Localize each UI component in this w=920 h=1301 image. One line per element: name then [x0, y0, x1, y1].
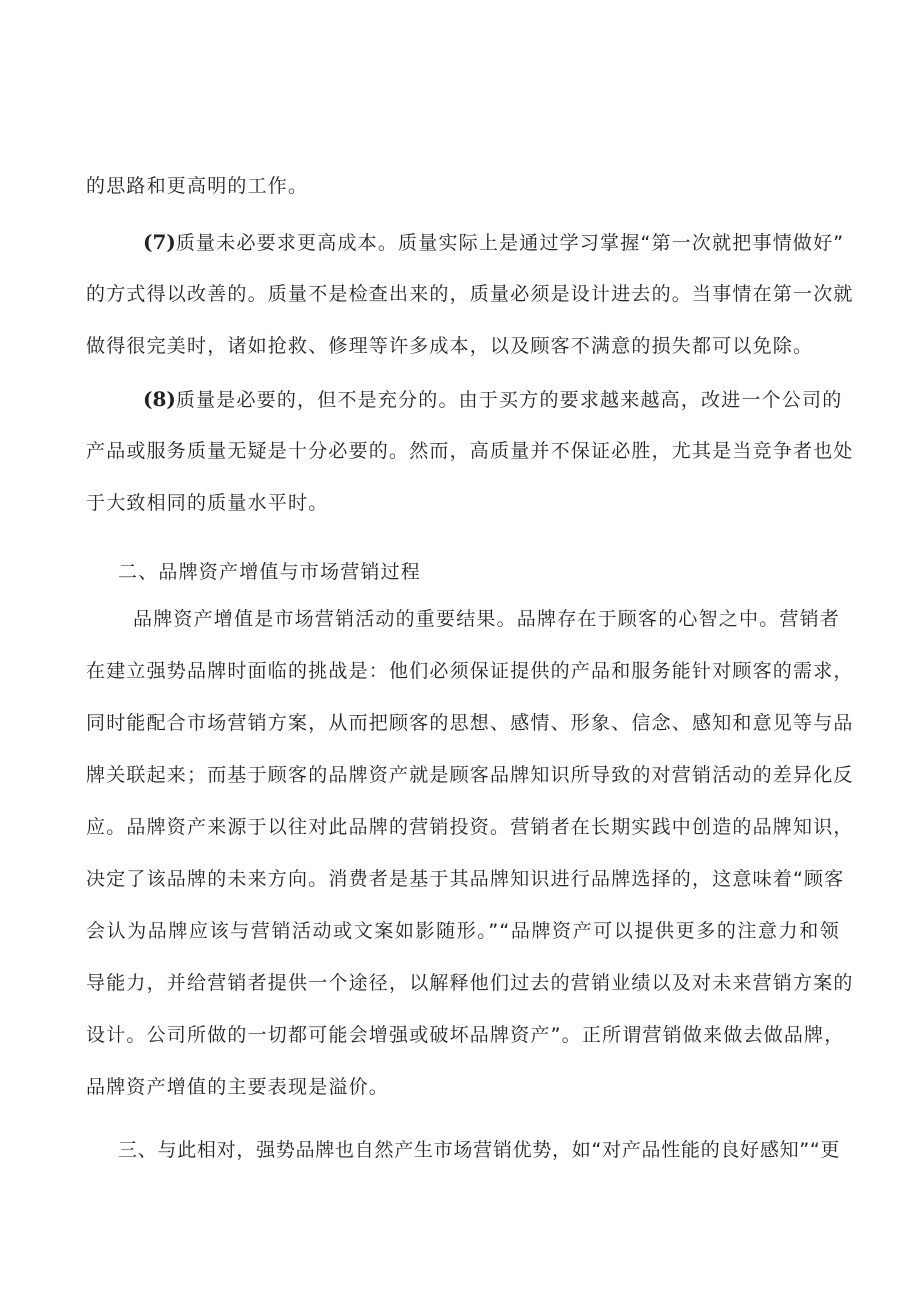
list-item-7	[143, 228, 845, 257]
paragraph-line: 牌关联起来；而基于顾客的品牌资产就是顾客品牌知识所导致的对营销活动的差异化反	[86, 764, 854, 786]
paragraph-line: 决定了该品牌的未来方向。消费者是基于其品牌知识进行品牌选择的，这意味着“顾客	[86, 868, 845, 890]
paragraph-line: 产品或服务质量无疑是十分必要的。然而，高质量并不保证必胜，尤其是当竞争者也处	[86, 440, 854, 462]
paragraph-line: 同时能配合市场营销方案，从而把顾客的思想、感情、形象、信念、感知和意见等与品	[86, 712, 854, 734]
paragraph-line: 在建立强势品牌时面临的挑战是：他们必须保证提供的产品和服务能针对顾客的需求，	[86, 660, 854, 682]
paragraph-line: 品牌资产增值的主要表现是溢价。	[86, 1076, 390, 1098]
paragraph-line: 的方式得以改善的。质量不是检查出来的，质量必须是设计进去的。当事情在第一次就	[86, 283, 854, 305]
paragraph-line: 会认为品牌应该与营销活动或文案如影随形。”“品牌资产可以提供更多的注意力和领	[86, 920, 840, 942]
paragraph-line: 应。品牌资产来源于以往对此品牌的营销投资。营销者在长期实践中创造的品牌知识，	[86, 816, 854, 838]
list-number: (8)	[143, 387, 176, 411]
paragraph-line: 做得很完美时，诸如抢救、修理等许多成本，以及顾客不满意的损失都可以免除。	[86, 335, 814, 357]
list-item-8	[143, 385, 843, 414]
paragraph-line: 品牌资产增值是市场营销活动的重要结果。品牌存在于顾客的心智之中。营销者	[133, 608, 841, 630]
list-item-text: 质量是必要的，但不是充分的。由于买方的要求越来越高，改进一个公司的	[175, 389, 843, 411]
paragraph-line: 于大致相同的质量水平时。	[86, 492, 329, 514]
list-item-text: 质量未必要求更高成本。质量实际上是通过学习掌握“第一次就把事情做好”	[175, 232, 845, 254]
section-heading-3: 三、与此相对，强势品牌也自然产生市场营销优势，如“对产品性能的良好感知”“更	[118, 1139, 840, 1161]
list-number: (7)	[143, 230, 176, 254]
paragraph-line: 设计。公司所做的一切都可能会增强或破坏品牌资产”。正所谓营销做来做去做品牌，	[86, 1024, 845, 1046]
paragraph-line: 的思路和更高明的工作。	[86, 175, 309, 197]
paragraph-line: 导能力，并给营销者提供一个途径，以解释他们过去的营销业绩以及对未来营销方案的	[86, 972, 854, 994]
section-heading-2: 二、品牌资产增值与市场营销过程	[118, 561, 422, 583]
